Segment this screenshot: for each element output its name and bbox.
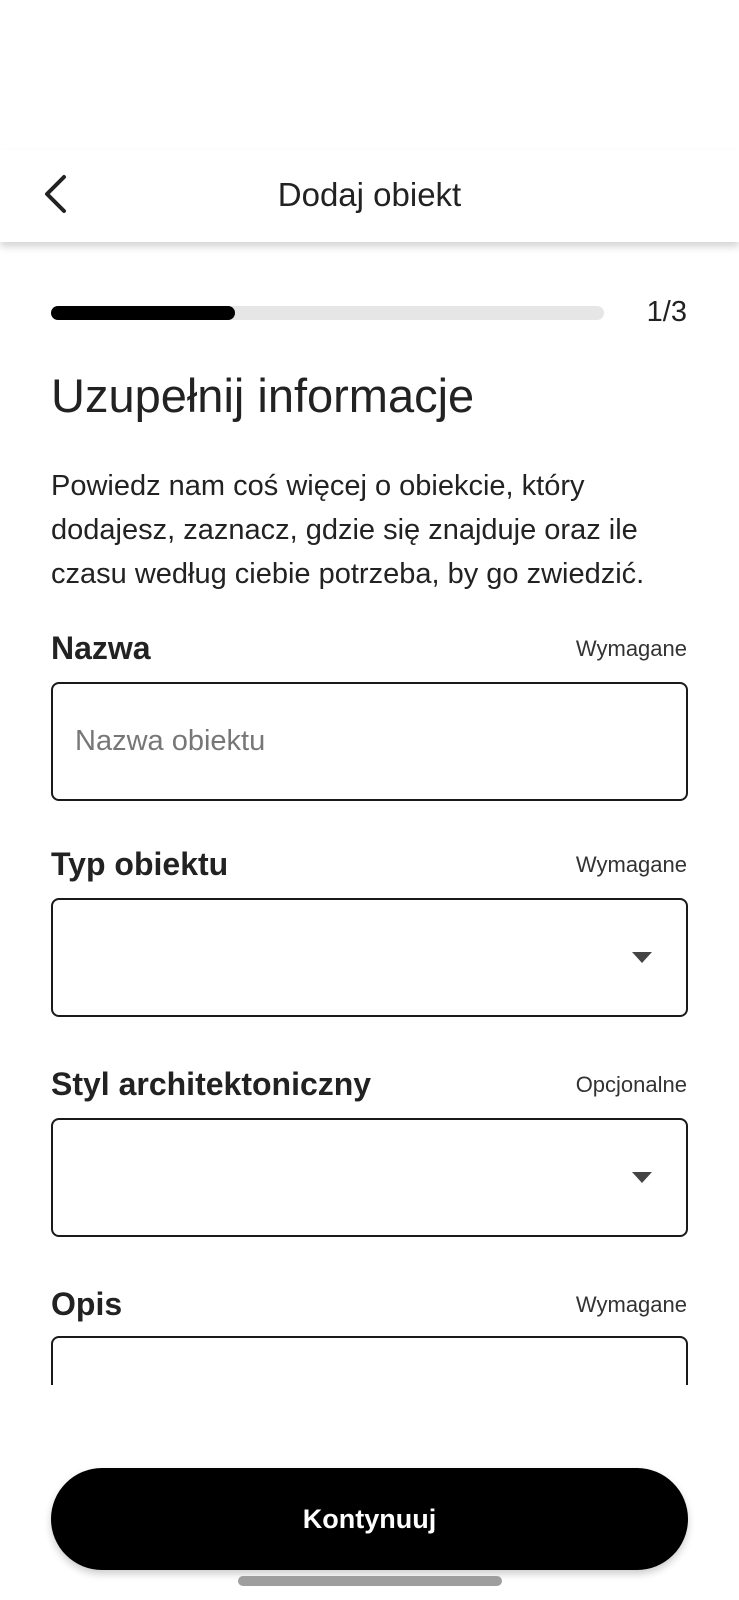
style-dropdown[interactable] [51,1118,688,1237]
caret-down-icon [632,1172,652,1183]
name-required-tag: Wymagane [575,636,687,661]
home-indicator [238,1576,502,1586]
form-intro-text: Powiedz nam coś więcej o obiekcie, który dodajesz, zaznacz, gdzie się znajduje oraz ile czasu według ciebie potrzeba, by go zwiedzić. [51,470,645,590]
type-required-tag: Wymagane [575,852,687,877]
style-label: Styl architektoniczny [51,1066,372,1102]
page-title: Dodaj obiekt [277,176,462,213]
type-dropdown[interactable] [51,898,688,1017]
name-label: Nazwa [51,630,151,666]
name-field [51,682,688,801]
progress-step-label: 1/3 [646,296,687,328]
form-scroll-area[interactable] [0,242,739,1385]
continue-button[interactable]: Kontynuuj [51,1468,688,1570]
progress-bar [51,306,604,320]
name-input[interactable] [53,684,686,799]
top-app-bar [0,150,739,242]
form-heading: Uzupełnij informacje [51,369,475,422]
description-required-tag: Wymagane [575,1292,687,1317]
progress-bar-fill [51,306,235,320]
caret-down-icon [632,952,652,963]
style-optional-tag: Opcjonalne [575,1072,687,1097]
type-label: Typ obiektu [51,846,229,882]
description-field[interactable] [51,1336,688,1385]
description-label: Opis [51,1286,123,1322]
